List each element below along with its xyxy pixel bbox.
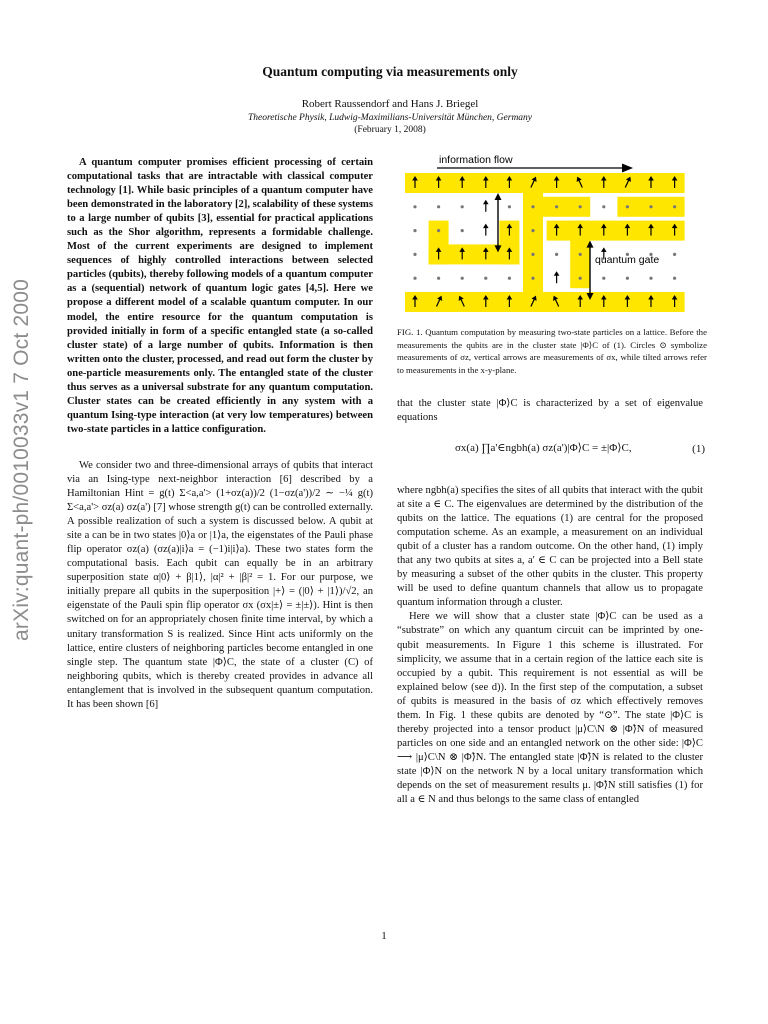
- page-number: 1: [381, 930, 387, 942]
- gate-arrow-left-head-icon: [495, 193, 502, 200]
- dot-icon: [413, 205, 416, 208]
- dot-icon: [626, 205, 629, 208]
- figure-caption: FIG. 1. Quantum computation by measuring two-state particles on a lattice. Before the measurements the qubits are in the cluster state |Φ⟩C of (1). Circles ⊙ symbolize measurements of σz, vertical arrows are measurements of σx, while tilted arrows refer to measurements in the x-y-plane.: [397, 327, 707, 375]
- arxiv-stamp: arXiv:quant-ph/0010033v1 7 Oct 2000: [10, 279, 34, 641]
- paper-title: Quantum computing via measurements only: [262, 64, 518, 79]
- channel-segment: [405, 173, 685, 193]
- abstract: A quantum computer promises efficient processing of certain computational tasks that are intractable with classical computer technology [1]. While basic principles of a quantum computer have been demonstrated in the laboratory [2], scalability of these systems to a large number of qubits [3], essential for practical applications such as the Shor algorithm, represents a formidable challenge. Most of the current experiments are designed to implement sequences of highly controlled interactions between selected particles (qubits), thereby following models of a quantum computer as a (sequential) network of quantum logic gates [4,5]. Here we propose a different model of a scalable quantum computer. In our model, the entire resource for the quantum computation is provided initially in form of a specific entangled state (a so-called cluster state) of a large number of qubits. Information is then written onto the cluster, processed, and read out form the cluster by one-particle measurements only. The entangled state of the cluster thus serves as a universal substrate for any quantum computation. Cluster states can be created efficiently in any system with a quantum Ising-type interaction (at very low temperatures) between two-state particles in a lattice configuration.: [67, 157, 374, 435]
- flow-label: information flow: [439, 154, 513, 166]
- equation-lhs: σx(a) ∏a'∈ngbh(a) σz(a')|Φ⟩C = ±|Φ⟩C,: [455, 442, 632, 454]
- paper-header: [60, 64, 720, 135]
- cluster-path: [405, 173, 685, 312]
- dot-icon: [626, 277, 629, 280]
- dot-icon: [461, 277, 464, 280]
- dot-icon: [673, 277, 676, 280]
- dot-icon: [437, 205, 440, 208]
- dot-icon: [413, 277, 416, 280]
- right-paragraph-1: where ngbh(a) specifies the sites of all qubits that interact with the qubit at site a ∈ C. The eigenvalues are determined by the distribution of the qubits on the lattice. The equations (1) are central for the proposed computation scheme. As an example, a measurement on an individual qubit of a cluster has a random outcome. On the other hand, (1) imply that any two qubits at sites a, a' ∈ C can be projected into a Bell state by measuring a subset of the other qubits in the cluster. This property will be used to define quantum channels that allow us to propagate quantum information through a cluster.: [397, 485, 703, 609]
- dot-icon: [531, 205, 534, 208]
- dot-icon: [531, 229, 534, 232]
- flow-arrowhead-icon: [622, 164, 633, 173]
- dot-icon: [673, 205, 676, 208]
- figure-1: [401, 150, 711, 335]
- dot-icon: [508, 277, 511, 280]
- right-paragraph-2: Here we will show that a cluster state |Φ⟩C can be used as a “substrate” on which any quantum circuit can be imprinted by one-qubit measurements. In Figure 1 this scheme is illustrated. For simplicity, we assume that in a certain region of the lattice each site is occupied by a qubit. This requirement is not essential as will be explained below (see d)). In the first step of the computation, a subset of qubits is measured in the basis of σz which effectively removes them. In Fig. 1 these qubits are denoted by “⊙”. The state |Φ⟩C is thereby projected into a tensor product |μ⟩C\N ⊗ |Φ̃⟩N of measured particles on one side and an entangled network on the other side: |Φ⟩C ⟶ |μ⟩C\N ⊗ |Φ̃⟩N. The entangled state |Φ̃⟩N is related to the cluster state |Φ⟩N on the network N by a local unitary transformation which depends on the set of measurement results μ. |Φ̃⟩N still satisfies (1) for all a ∈ N and thus belongs to the same class of entangled: [397, 611, 703, 806]
- right-column: [397, 397, 703, 425]
- dot-icon: [649, 205, 652, 208]
- up-arrow-icon: [554, 271, 560, 283]
- channel-segment: [523, 173, 543, 312]
- dot-icon: [555, 253, 558, 256]
- right-column-body: [397, 484, 703, 807]
- dot-icon: [602, 205, 605, 208]
- equation-1: [397, 440, 707, 474]
- equation-number: (1): [692, 443, 705, 455]
- date: (February 1, 2008): [354, 125, 426, 135]
- right-intro: that the cluster state |Φ⟩C is characterized by a set of eigenvalue equations: [397, 398, 703, 424]
- dot-icon: [461, 205, 464, 208]
- gate-label: quantum gate: [595, 254, 660, 266]
- dot-icon: [649, 277, 652, 280]
- dot-icon: [579, 277, 582, 280]
- dot-icon: [437, 229, 440, 232]
- dot-icon: [461, 229, 464, 232]
- dot-icon: [531, 277, 534, 280]
- up-arrow-icon: [483, 224, 489, 236]
- dot-icon: [602, 277, 605, 280]
- dot-icon: [579, 253, 582, 256]
- affiliation: Theoretische Physik, Ludwig-Maximilians-Universität München, Germany: [247, 113, 533, 123]
- dot-icon: [413, 253, 416, 256]
- channel-segment: [405, 292, 685, 312]
- dot-icon: [531, 253, 534, 256]
- dot-icon: [555, 205, 558, 208]
- dot-icon: [579, 205, 582, 208]
- left-body-paragraph: We consider two and three-dimensional arrays of qubits that interact via an Ising-type next-neighbor interaction [6] described by a Hamiltonian Hint = g(t) Σ<a,a'> (1+σz(a))/2 (1−σz(a'))/2 ∼ −¼ g(t) Σ<a,a'> σz(a) σz(a') [7] whose strength g(t) can be controlled externally. A possible realization of such a system is discussed below. A qubit at site a can be in two states |0⟩a or |1⟩a, the eigenstates of the Pauli phase flip operator σz(a) (σz(a)|i⟩a = (−1)i|i⟩a). These two states form the computational basis. Each qubit can equally be in an arbitrary superposition state α|0⟩ + β|1⟩, |α|² + |β|² = 1. For our purpose, we initially prepare all qubits in the superposition |+⟩ = (|0⟩ + |1⟩)/√2, an eigenstate of the Pauli spin flip operator σx (σx|±⟩ = ±|±⟩). Hint is then switched on for an appropriately chosen finite time interval, by which a unitary transformation S is realized. Since Hint acts uniformly on the lattice, entire clusters of neighboring particles become entangled in one single step. The quantum state |Φ⟩C, the state of a cluster (C) of neighboring qubits, which is thereby created provides in advance all entanglement that is involved in the subsequent quantum computation. It has been shown [6]: [67, 459, 373, 710]
- dot-icon: [413, 229, 416, 232]
- qubit-marks: [412, 175, 677, 307]
- dot-icon: [484, 277, 487, 280]
- left-column: [67, 156, 373, 712]
- dot-icon: [437, 277, 440, 280]
- up-arrow-icon: [483, 200, 489, 212]
- dot-icon: [673, 253, 676, 256]
- authors: Robert Raussendorf and Hans J. Briegel: [301, 98, 479, 110]
- dot-icon: [508, 205, 511, 208]
